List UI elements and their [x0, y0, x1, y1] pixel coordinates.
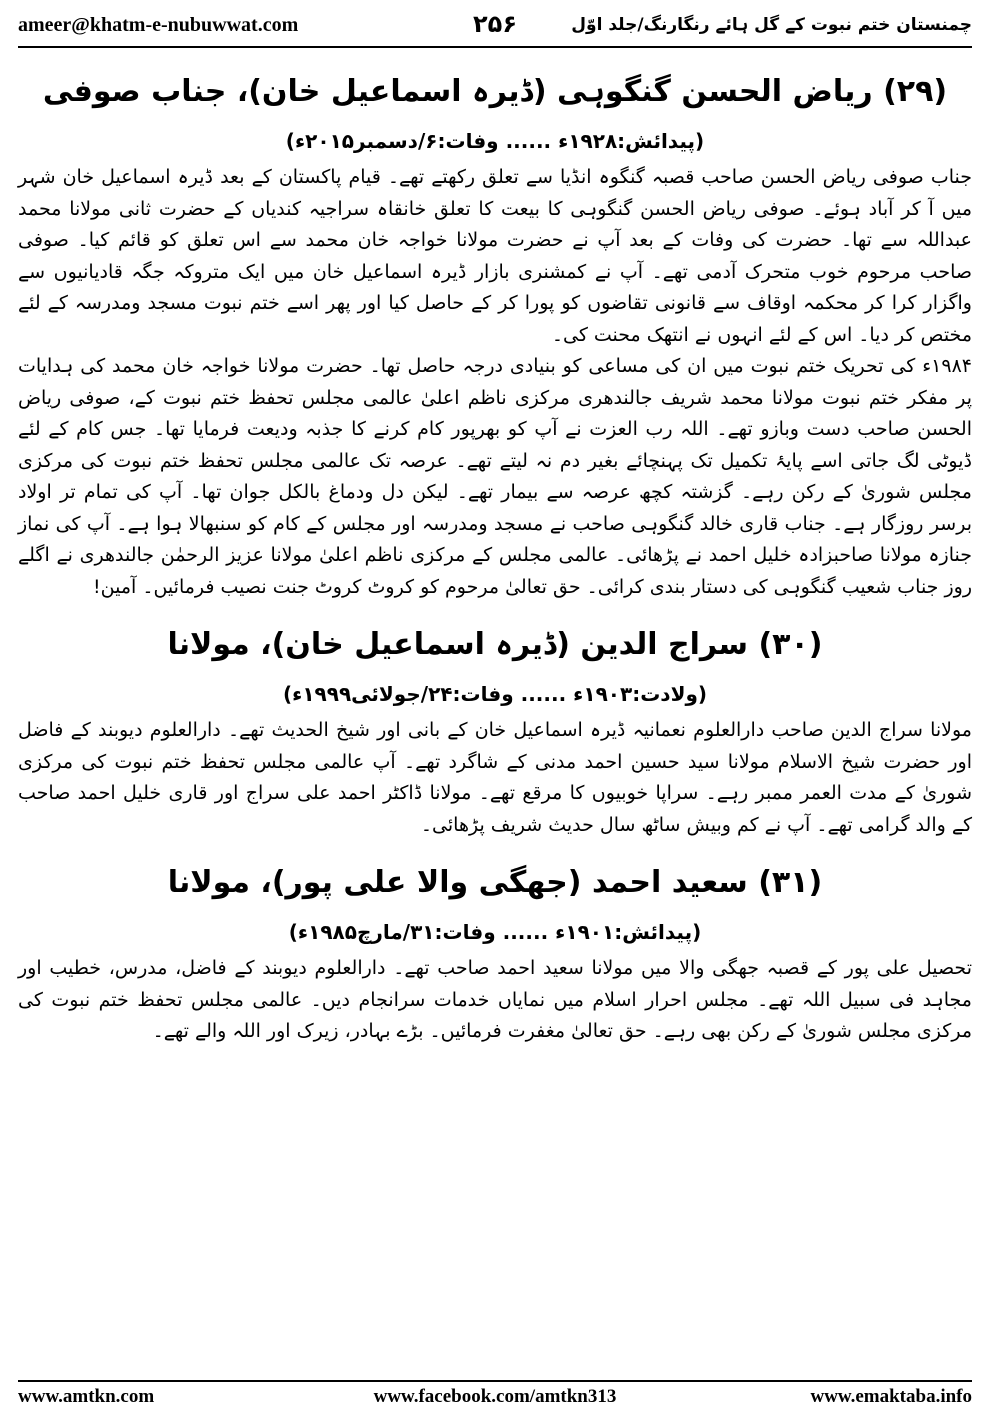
header-email: ameer@khatm-e-nubuwwat.com — [18, 14, 299, 36]
page-content — [18, 62, 972, 1048]
paragraph: جناب صوفی ریاض الحسن صاحب قصبہ گنگوہ انڈیا سے تعلق رکھتے تھے۔ قیام پاکستان کے بعد ڈیرہ اسماعیل خان شہر میں آ کر آباد ہوئے۔ صوفی ریاض الحسن گنگوہی کا بیعت کا تعلق خانقاہ سراجیہ کندیاں کے حضرت ثانی مولانا محمد عبداللہ سے تھا۔ حضرت کی وفات کے بعد آپ نے حضرت مولانا خواجہ خان محمد سے اس تعلق کو قائم کیا۔ صوفی صاحب مرحوم خوب متحرک آدمی تھے۔ آپ نے کمشنری بازار ڈیرہ اسماعیل خان میں ایک متروکہ جگہ قادیانیوں سے واگزار کرا کر محکمہ اوقاف سے قانونی تقاضوں کو پورا کر کے حاصل کیا اور پھر اسے ختم نبوت مسجد ومدرسہ کے لئے مختص کر دیا۔ اس کے لئے انہوں نے انتھک محنت کی۔ — [18, 166, 972, 346]
section-30 — [18, 621, 972, 841]
page-footer — [18, 1386, 972, 1412]
header-divider — [18, 46, 972, 48]
section-31 — [18, 859, 972, 1048]
paragraph: تحصیل علی پور کے قصبہ جھگی والا میں مولانا سعید احمد صاحب تھے۔ دارالعلوم دیوبند کے فاضل، مدرس، خطیب اور مجاہد فی سبیل اللہ تھے۔ مجلس احرار اسلام میں نمایاں خدمات سرانجام دیں۔ عالمی مجلس تحفظ ختم نبوت کی مرکزی مجلس شوریٰ کے رکن بھی رہے۔ حق تعالیٰ مغفرت فرمائیں۔ بڑے بہادر، زیرک اور اللہ والے تھے۔ — [18, 957, 972, 1042]
footer-link-emaktaba[interactable]: www.emaktaba.info — [810, 1386, 972, 1407]
section-dates: (پیدائش:۱۹۰۱ء ...... وفات:۳۱/مارچ۱۹۸۵ء) — [288, 920, 702, 944]
section-title: (۳۱) سعید احمد (جھگی والا علی پور)، مولانا — [167, 865, 823, 900]
section-dates: (پیدائش:۱۹۲۸ء ...... وفات:۶/دسمبر۲۰۱۵ء) — [285, 129, 705, 153]
page-number: ۲۵۶ — [473, 10, 517, 38]
paragraph: مولانا سراج الدین صاحب دارالعلوم نعمانیہ ڈیرہ اسماعیل خان کے بانی اور شیخ الحدیث تھے۔ دارالعلوم دیوبند کے فاضل اور حضرت شیخ الاسلام مولانا سید حسین احمد مدنی کے شاگرد تھے۔ آپ عالمی مجلس تحفظ ختم نبوت کی مرکزی شوریٰ کے مدت العمر ممبر رہے۔ سراپا خوبیوں کا مرقع تھے۔ مولانا ڈاکٹر احمد علی سراج اور قاری خلیل احمد صاحب کے والد گرامی تھے۔ آپ نے کم وبیش ساٹھ سال حدیث شریف پڑھائی۔ — [18, 719, 972, 836]
footer-link-facebook[interactable]: www.facebook.com/amtkn313 — [373, 1386, 617, 1407]
section-title: (۳۰) سراج الدین (ڈیرہ اسماعیل خان)، مولانا — [167, 627, 823, 662]
page-header — [18, 10, 972, 44]
book-title: چمنستان ختم نبوت کے گل ہائے رنگارنگ/جلد اوّل — [571, 15, 972, 35]
section-title: (۲۹) ریاض الحسن گنگوہی (ڈیرہ اسماعیل خان)، جناب صوفی — [42, 74, 948, 109]
footer-link-amtkn[interactable]: www.amtkn.com — [18, 1386, 155, 1407]
section-dates: (ولادت:۱۹۰۳ء ...... وفات:۲۴/جولائی۱۹۹۹ء) — [282, 682, 708, 706]
paragraph: ۱۹۸۴ء کی تحریک ختم نبوت میں ان کی مساعی کو بنیادی درجہ حاصل تھا۔ حضرت مولانا خواجہ خان محمد کی ہدایات پر مفکر ختم نبوت مولانا محمد شریف جالندھری مرکزی ناظم اعلیٰ عالمی مجلس تحفظ ختم نبوت کے، صوفی ریاض الحسن صاحب دست وبازو تھے۔ اللہ رب العزت نے آپ کو بھرپور کام کرنے کا جذبہ ودیعت فرمایا تھا۔ جس کام کے لئے ڈیوٹی لگ جاتی اسے پایۂ تکمیل تک پہنچائے بغیر دم نہ لیتے تھے۔ عرصہ تک عالمی مجلس تحفظ ختم نبوت کی مرکزی مجلس شوریٰ کے رکن رہے۔ گزشتہ کچھ عرصہ سے بیمار تھے۔ لیکن دل ودماغ بالکل جوان تھا۔ آپ کی تمام تر اولاد برسر روزگار ہے۔ جناب قاری خالد گنگوہی صاحب نے مسجد ومدرسہ اور مجلس کے کام کو سنبھالا ہوا ہے۔ آپ کی نماز جنازہ مولانا صاحبزادہ خلیل احمد نے پڑھائی۔ عالمی مجلس کے مرکزی ناظم اعلیٰ مولانا عزیز الرحمٰن جالندھری نے اگلے روز جناب شعیب گنگوہی کی دستار بندی کرائی۔ حق تعالیٰ مرحوم کو کروٹ کروٹ جنت نصیب فرمائیں۔ آمین! — [18, 355, 972, 598]
footer-divider — [18, 1380, 972, 1382]
section-29 — [18, 68, 972, 603]
